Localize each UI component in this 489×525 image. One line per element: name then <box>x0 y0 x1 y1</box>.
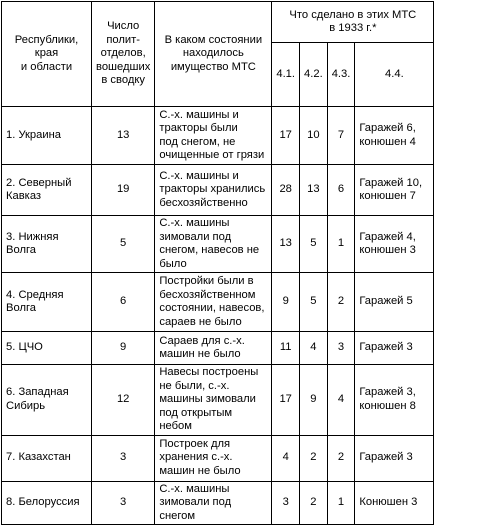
table-row <box>2 107 434 165</box>
value-4-2-cell: 2 <box>300 481 328 525</box>
region-cell: 1. Украина <box>2 107 92 165</box>
value-4-3-cell: 6 <box>327 165 355 216</box>
state-cell: Построек для хранения с.-х. машин не было <box>155 435 272 481</box>
value-4-4-cell: Гаражей 4, конюшен 3 <box>355 216 434 273</box>
table-row <box>2 273 434 332</box>
value-4-1-cell: 11 <box>272 332 300 365</box>
value-4-2-cell: 5 <box>300 216 328 273</box>
value-4-4-cell: Гаражей 3 <box>355 332 434 365</box>
state-cell: Сараев для с.-х. машин не было <box>155 332 272 365</box>
table-row <box>2 365 434 436</box>
value-4-1-cell: 4 <box>272 435 300 481</box>
header-4-2: 4.2. <box>300 43 328 107</box>
region-cell: 8. Белоруссия <box>2 481 92 525</box>
value-4-1-cell: 28 <box>272 165 300 216</box>
count-cell: 3 <box>92 481 155 525</box>
value-4-1-cell: 9 <box>272 273 300 332</box>
value-4-2-cell: 4 <box>300 332 328 365</box>
state-cell: С.-х. машины зимовали под снегом, навесов не было <box>155 216 272 273</box>
count-cell: 5 <box>92 216 155 273</box>
region-cell: 7. Казахстан <box>2 435 92 481</box>
header-departments: Число полит- отделов, вошедших в сводку <box>92 2 155 107</box>
value-4-1-cell: 17 <box>272 107 300 165</box>
header-regions: Республики, края и области <box>2 2 92 107</box>
region-cell: 2. Северный Кавказ <box>2 165 92 216</box>
table-row <box>2 165 434 216</box>
table-row <box>2 435 434 481</box>
value-4-4-cell: Конюшен 3 <box>355 481 434 525</box>
count-cell: 19 <box>92 165 155 216</box>
value-4-2-cell: 5 <box>300 273 328 332</box>
state-cell: Постройки были в бесхозяйственном состоянии, навесов, сараев не было <box>155 273 272 332</box>
count-cell: 12 <box>92 365 155 436</box>
mts-table <box>1 1 434 525</box>
count-cell: 3 <box>92 435 155 481</box>
mts-table-container <box>1 1 434 525</box>
state-cell: С.-х. машины и тракторы хранились бесхозяйственно <box>155 165 272 216</box>
region-cell: 5. ЦЧО <box>2 332 92 365</box>
header-4-3: 4.3. <box>327 43 355 107</box>
value-4-3-cell: 2 <box>327 273 355 332</box>
table-row <box>2 216 434 273</box>
value-4-3-cell: 7 <box>327 107 355 165</box>
value-4-2-cell: 2 <box>300 435 328 481</box>
state-cell: С.-х. машины зимовали под снегом <box>155 481 272 525</box>
value-4-4-cell: Гаражей 3, конюшен 8 <box>355 365 434 436</box>
value-4-1-cell: 13 <box>272 216 300 273</box>
value-4-3-cell: 1 <box>327 481 355 525</box>
value-4-4-cell: Гаражей 6, конюшен 4 <box>355 107 434 165</box>
value-4-2-cell: 10 <box>300 107 328 165</box>
count-cell: 13 <box>92 107 155 165</box>
count-cell: 9 <box>92 332 155 365</box>
state-cell: С.-х. машины и тракторы были под снегом, не очищенные от грязи <box>155 107 272 165</box>
state-cell: Навесы построены не были, с.-х. машины зимовали под открытым небом <box>155 365 272 436</box>
value-4-2-cell: 9 <box>300 365 328 436</box>
value-4-3-cell: 4 <box>327 365 355 436</box>
region-cell: 3. Нижняя Волга <box>2 216 92 273</box>
value-4-2-cell: 13 <box>300 165 328 216</box>
header-state: В каком состоянии находилось имущество МТС <box>155 2 272 107</box>
value-4-3-cell: 2 <box>327 435 355 481</box>
value-4-1-cell: 3 <box>272 481 300 525</box>
value-4-4-cell: Гаражей 10, конюшен 7 <box>355 165 434 216</box>
region-cell: 4. Средняя Волга <box>2 273 92 332</box>
value-4-4-cell: Гаражей 5 <box>355 273 434 332</box>
value-4-3-cell: 3 <box>327 332 355 365</box>
value-4-3-cell: 1 <box>327 216 355 273</box>
count-cell: 6 <box>92 273 155 332</box>
header-4-4: 4.4. <box>355 43 434 107</box>
table-row <box>2 481 434 525</box>
value-4-1-cell: 17 <box>272 365 300 436</box>
header-done-group: Что сделано в этих МТС в 1933 г.* <box>272 2 434 43</box>
header-4-1: 4.1. <box>272 43 300 107</box>
table-row <box>2 332 434 365</box>
value-4-4-cell: Гаражей 3 <box>355 435 434 481</box>
region-cell: 6. Западная Сибирь <box>2 365 92 436</box>
